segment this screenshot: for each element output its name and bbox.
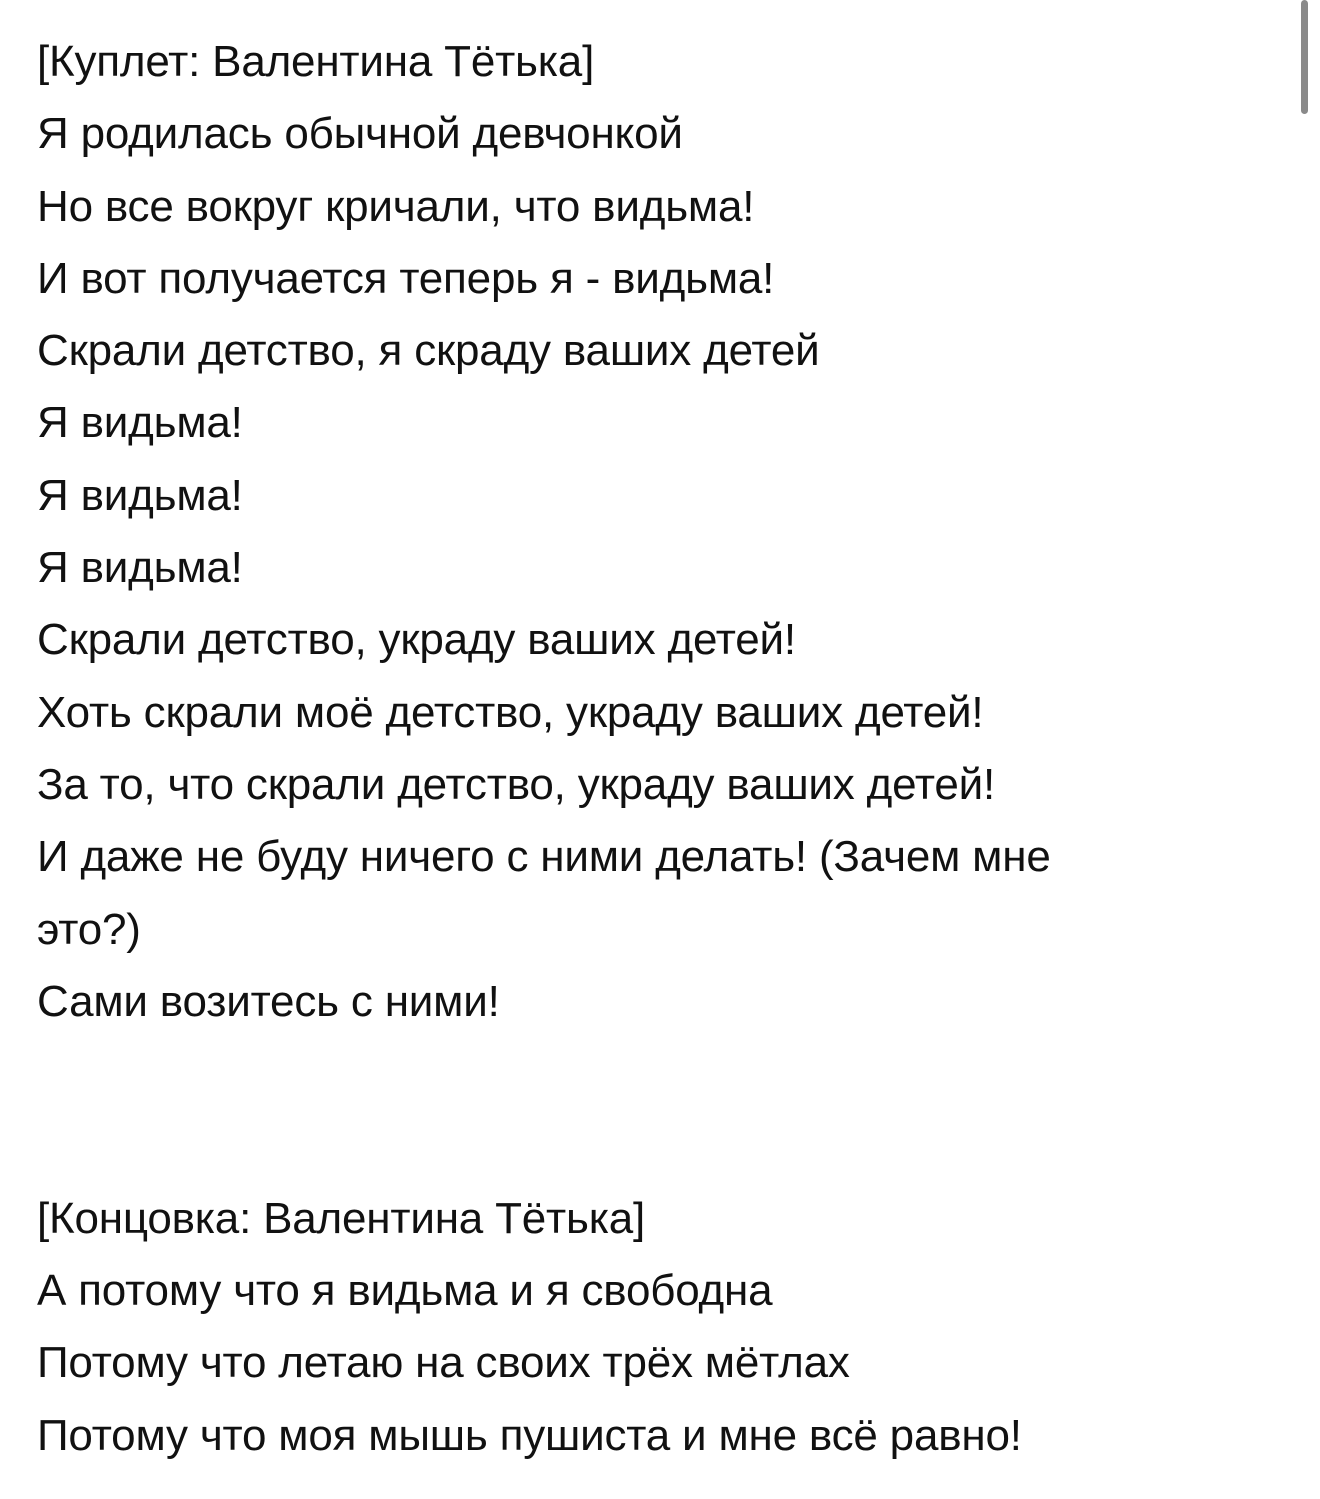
section-gap [37,1038,1217,1183]
lyric-line: И даже не буду ничего с ними делать! (Зачем мне [37,832,1051,882]
scrollbar-thumb[interactable] [1301,0,1308,114]
lyric-line: Хоть скрали моё детство, украду ваших детей! [37,687,984,737]
lyrics-document [37,26,1217,1472]
lyric-line: За то, что скрали детство, украду ваших детей! [37,759,996,809]
lyric-line: Потому что летаю на своих трёх мётлах [37,1338,850,1388]
lyric-line: И вот получается теперь я - видьма! [37,253,775,303]
verse-header: [Куплет: Валентина Тётька] [37,37,595,86]
lyric-line: Я видьма! [37,543,243,593]
lyric-line: Я видьма! [37,398,243,448]
lyric-line: Я родилась обычной девчонкой [37,109,683,159]
outro-header: [Концовка: Валентина Тётька] [37,1193,646,1243]
lyric-line: Я видьма! [37,470,243,520]
lyric-line: Но все вокруг кричали, что видьма! [37,181,755,231]
lyric-line: Скрали детство, украду ваших детей! [37,615,796,665]
lyric-line: Потому что моя мышь пушиста и мне всё равно! [37,1410,1022,1460]
lyric-line: это?) [37,904,141,954]
lyric-line: Скрали детство, я скраду ваших детей [37,326,820,376]
lyric-line: А потому что я видьма и я свободна [37,1266,773,1316]
lyric-line: Сами возитесь с ними! [37,976,500,1026]
